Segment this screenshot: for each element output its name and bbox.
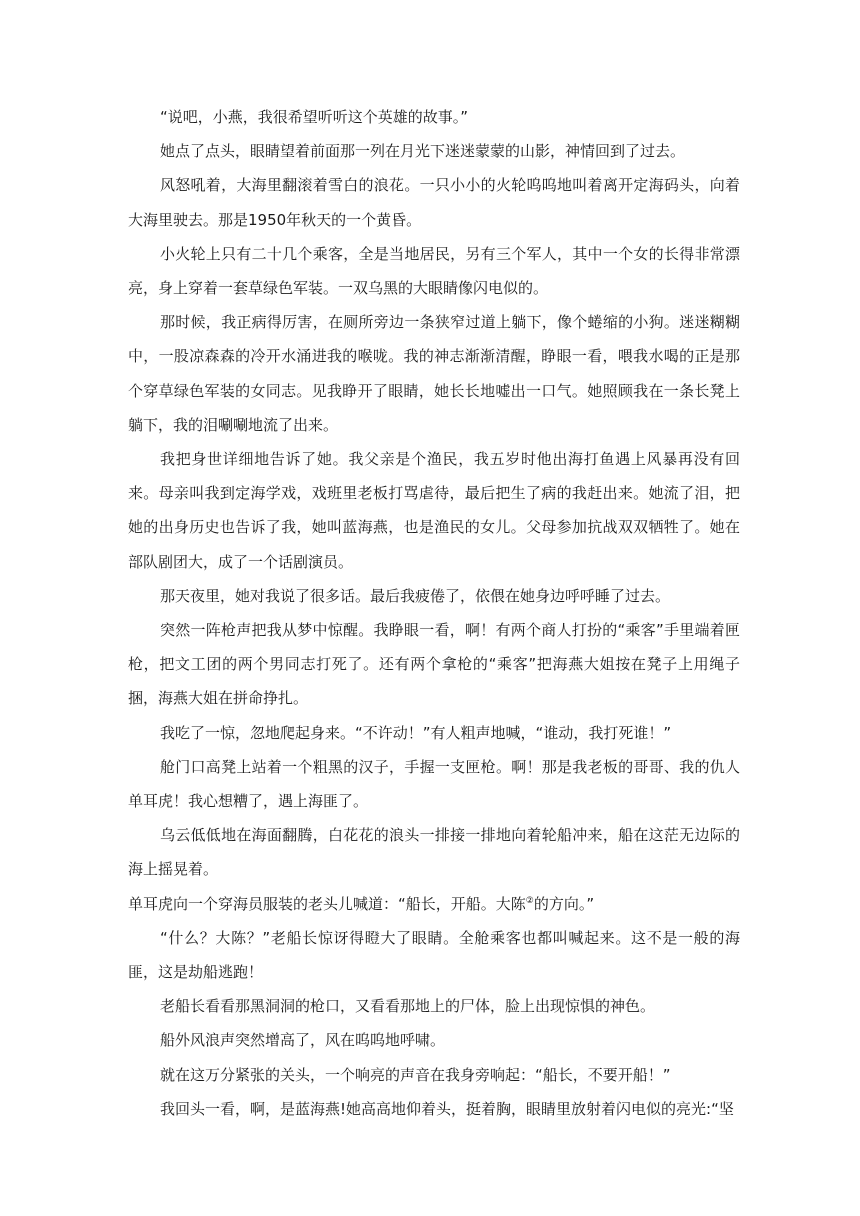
paragraph: 老船长看看那黑洞洞的枪口，又看看那地上的尸体，脸上出现惊惧的神色。 [160,997,656,1016]
paragraph: “什么？大陈？”老船长惊讶得瞪大了眼睛。全舱乘客也都叫喊起来。这不是一般的海匪，这是劫船逃跑！ [128,928,740,982]
paragraph: 船外风浪声突然增高了，风在呜呜地呼啸。 [160,1031,446,1050]
paragraph: 我把身世详细地告诉了她。我父亲是个渔民，我五岁时他出海打鱼遇上风暴再没有回来。母亲叫我到定海学戏，戏班里老板打骂虐待，最后把生了病的我赶出来。她流了泪，把她的出身历史也告诉了我，她叫蓝海燕，也是渔民的女儿。父母参加抗战双双牺牲了。她在部队剧团大，成了一个话剧演员。 [128,450,740,571]
paragraph: 小火轮上只有二十几个乘客，全是当地居民，另有三个军人，其中一个女的长得非常漂亮，身上穿着一套草绿色军装。一双乌黑的大眼睛像闪电似的。 [128,244,740,298]
paragraph-text: 单耳虎向一个穿海员服装的老头儿喊道：“船长，开船。大陈 [128,894,526,913]
paragraph: 风怒吼着，大海里翻滚着雪白的浪花。一只小小的火轮呜呜地叫着离开定海码头，向着大海里驶去。那是1950年秋天的一个黄昏。 [128,176,740,229]
paragraph: 突然一阵枪声把我从梦中惊醒。我睁眼一看，啊！有两个商人打扮的“乘客”手里端着匣枪，把文工团的两个男同志打死了。还有两个拿枪的“乘客”把海燕大姐按在凳子上用绳子捆，海燕大姐在拼命挣扎。 [128,621,740,708]
paragraph: 那天夜里，她对我说了很多话。最后我疲倦了，依偎在她身边呼呼睡了过去。 [160,586,671,605]
paragraph: 我吃了一惊，忽地爬起身来。“不许动！”有人粗声地喊，“谁动，我打死谁！” [160,723,672,742]
paragraph: 舱门口高凳上站着一个粗黑的汉子，手握一支匣枪。啊！那是我老板的哥哥、我的仇人单耳虎！我心想糟了，遇上海匪了。 [128,757,740,811]
paragraph: 我回头一看，啊，是蓝海燕!她高高地仰着头，挺着胸，眼睛里放射着闪电似的亮光:“坚 [160,1099,734,1118]
footnote-marker: ② [525,895,534,906]
paragraph: 她点了点头，眼睛望着前面那一列在月光下迷迷蒙蒙的山影，神情回到了过去。 [160,142,686,161]
paragraph: 那时候，我正病得厉害，在厕所旁边一条狭窄过道上躺下，像个蜷缩的小狗。迷迷糊糊中，一股凉森森的冷开水涌进我的喉咙。我的神志渐渐清醒，睁眼一看，喂我水喝的正是那个穿草绿色军装的女同志。见我睁开了眼睛，她长长地嘘出一口气。她照顾我在一条长凳上躺下，我的泪唰唰地流了出来。 [128,313,740,434]
paragraph-with-footnote [128,887,740,921]
paragraph: “说吧，小燕，我很希望听听这个英雄的故事。” [160,108,469,126]
paragraph: 就在这万分紧张的关头，一个响亮的声音在我身旁响起：“船长，不要开船！” [160,1065,671,1084]
paragraph-text: 的方向。” [533,894,595,913]
paragraph: 乌云低低地在海面翻腾，白花花的浪头一排接一排地向着轮船冲来，船在这茫无边际的海上摇晃着。 [128,826,740,879]
